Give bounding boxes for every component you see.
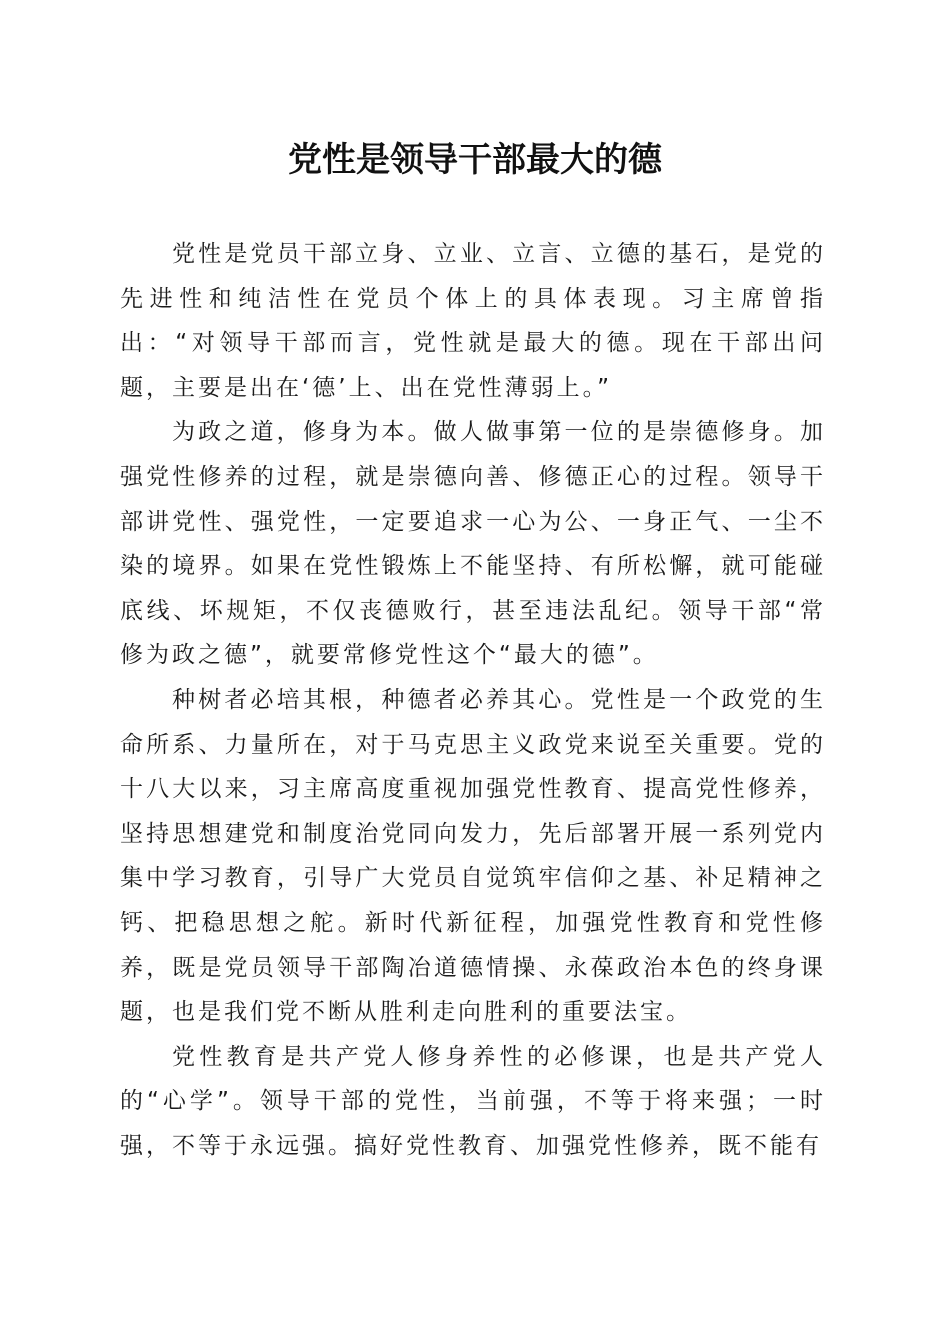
paragraph-2: 为政之道，修身为本。做人做事第一位的是崇德修身。加强党性修养的过程，就是崇德向善、修德正心的过程。领导干部讲党性、强党性，一定要追求一心为公、一身正气、一尘不染的境界。如果在党性锻炼上不能坚持、有所松懈，就可能碰底线、坏规矩，不仅丧德败行，甚至违法乱纪。领导干部“常修为政之德”，就要常修党性这个“最大的德”。	[120, 419, 826, 669]
paragraph-1: 党性是党员干部立身、立业、立言、立德的基石，是党的先进性和纯洁性在党员个体上的具体表现。习主席曾指出：“对领导干部而言，党性就是最大的德。现在干部出问题，主要是出在‘德’上、出在党性薄弱上。”	[120, 241, 826, 401]
document-body	[120, 232, 826, 1168]
paragraph-3: 种树者必培其根，种德者必养其心。党性是一个政党的生命所系、力量所在，对于马克思主义政党来说至关重要。党的十八大以来，习主席高度重视加强党性教育、提高党性修养，坚持思想建党和制度治党同向发力，先后部署开展一系列党内集中学习教育，引导广大党员自觉筑牢信仰之基、补足精神之钙、把稳思想之舵。新时代新征程，加强党性教育和党性修养，既是党员领导干部陶冶道德情操、永葆政治本色的终身课题，也是我们党不断从胜利走向胜利的重要法宝。	[120, 686, 826, 1026]
paragraph-4: 党性教育是共产党人修身养性的必修课，也是共产党人的“心学”。领导干部的党性，当前强，不等于将来强；一时强，不等于永远强。搞好党性教育、加强党性修养，既不能有	[120, 1043, 826, 1159]
document-title: 党性是领导干部最大的德	[288, 140, 662, 180]
